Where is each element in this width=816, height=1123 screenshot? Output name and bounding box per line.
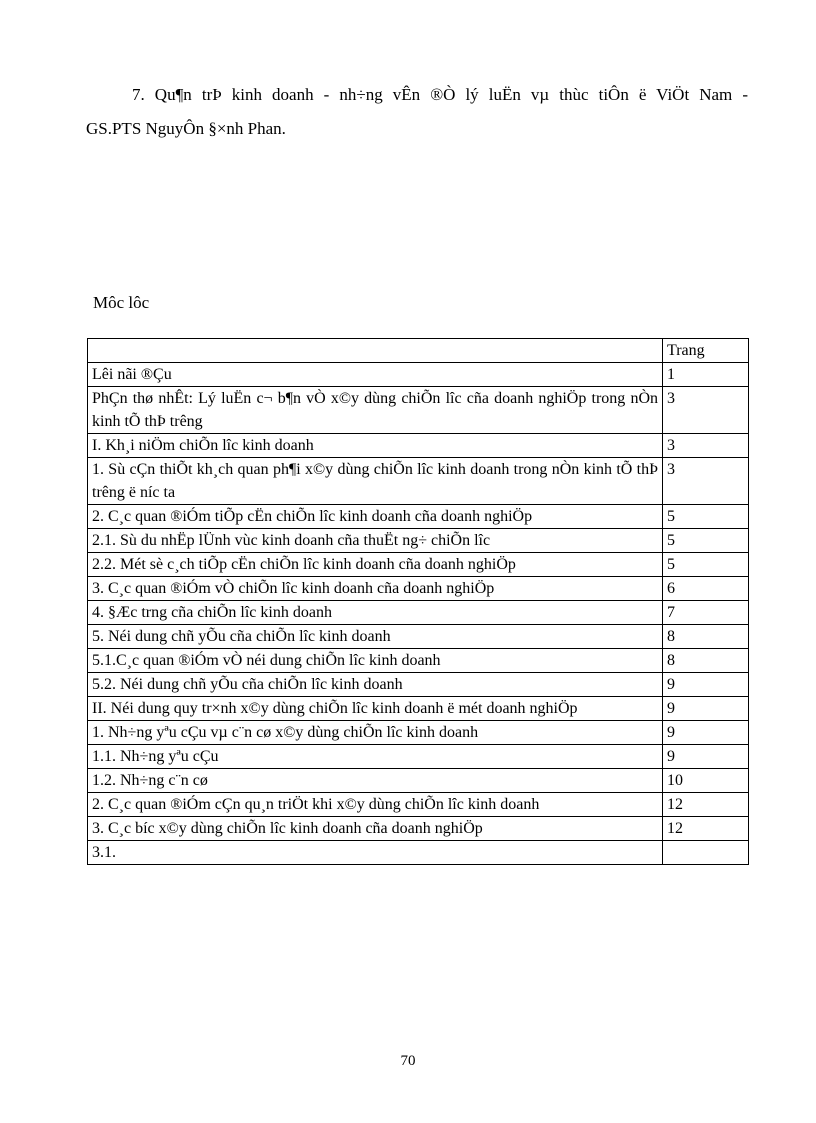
toc-header-blank [88, 339, 663, 363]
toc-row [88, 387, 749, 434]
toc-entry-text: II. Néi dung quy tr×nh x©y dùng chiÕn lîc kinh doanh ë mét doanh nghiÖp [88, 697, 663, 721]
toc-entry-page: 1 [663, 363, 749, 387]
toc-entry-page: 3 [663, 387, 749, 434]
toc-entry-page: 3 [663, 434, 749, 458]
toc-entry-page: 9 [663, 745, 749, 769]
reference-line-1: 7. Qu¶n trÞ kinh doanh - nh÷ng vÊn ®Ò lý luËn vµ thùc tiÔn ë ViÖt Nam - [132, 85, 748, 104]
toc-entry-text: 5.2. Néi dung chñ yÕu cña chiÕn lîc kinh doanh [88, 673, 663, 697]
toc-header-page: Trang [663, 339, 749, 363]
toc-entry-page: 8 [663, 625, 749, 649]
toc-row [88, 697, 749, 721]
toc-entry-text: 1.1. Nh÷ng yªu cÇu [88, 745, 663, 769]
toc-entry-text: 4. §Æc trng cña chiÕn lîc kinh doanh [88, 601, 663, 625]
toc-row [88, 553, 749, 577]
toc-entry-page: 3 [663, 458, 749, 505]
toc-entry-text: 5. Néi dung chñ yÕu cña chiÕn lîc kinh doanh [88, 625, 663, 649]
toc-entry-text: 2.2. Mét sè c¸ch tiÕp cËn chiÕn lîc kinh doanh cña doanh nghiÖp [88, 553, 663, 577]
toc-header-row [88, 339, 749, 363]
toc-row [88, 601, 749, 625]
toc-entry-text: 2. C¸c quan ®iÓm cÇn qu¸n triÖt khi x©y dùng chiÕn lîc kinh doanh [88, 793, 663, 817]
toc-row [88, 817, 749, 841]
toc-row [88, 769, 749, 793]
toc-row [88, 745, 749, 769]
toc-row [88, 434, 749, 458]
toc-row [88, 577, 749, 601]
toc-entry-text: 1. Nh÷ng yªu cÇu vµ c¨n cø x©y dùng chiÕn lîc kinh doanh [88, 721, 663, 745]
toc-entry-page: 5 [663, 505, 749, 529]
toc-entry-page: 6 [663, 577, 749, 601]
toc-entry-page: 12 [663, 793, 749, 817]
toc-entry-page: 8 [663, 649, 749, 673]
toc-row [88, 529, 749, 553]
toc-entry-page: 5 [663, 529, 749, 553]
toc-entry-text: 2.1. Sù du nhËp lÜnh vùc kinh doanh cña thuËt ng÷ chiÕn lîc [88, 529, 663, 553]
toc-entry-page: 5 [663, 553, 749, 577]
toc-entry-text: 3. C¸c quan ®iÓm vÒ chiÕn lîc kinh doanh cña doanh nghiÖp [88, 577, 663, 601]
toc-entry-page: 7 [663, 601, 749, 625]
toc-entry-text: 1.2. Nh÷ng c¨n cø [88, 769, 663, 793]
toc-row [88, 625, 749, 649]
toc-entry-page: 12 [663, 817, 749, 841]
toc-title: Môc lôc [93, 293, 150, 312]
toc-table [87, 338, 749, 865]
toc-entry-page: 9 [663, 697, 749, 721]
toc-row [88, 505, 749, 529]
toc-entry-text: 3. C¸c bíc x©y dùng chiÕn lîc kinh doanh cña doanh nghiÖp [88, 817, 663, 841]
toc-row [88, 721, 749, 745]
toc-entry-page [663, 841, 749, 865]
toc-entry-text: 1. Sù cÇn thiÕt kh¸ch quan ph¶i x©y dùng chiÕn lîc kinh doanh trong nÒn kinh tÕ thÞ trêng ë níc ta [88, 458, 663, 505]
reference-line-2: GS.PTS NguyÔn §×nh Phan. [86, 119, 286, 138]
toc-entry-page: 9 [663, 673, 749, 697]
toc-row [88, 458, 749, 505]
toc-row [88, 793, 749, 817]
toc-row [88, 673, 749, 697]
page-number: 70 [400, 1053, 416, 1069]
toc-entry-text: I. Kh¸i niÖm chiÕn lîc kinh doanh [88, 434, 663, 458]
toc-entry-page: 9 [663, 721, 749, 745]
toc-entry-text: 5.1.C¸c quan ®iÓm vÒ néi dung chiÕn lîc kinh doanh [88, 649, 663, 673]
toc-row [88, 363, 749, 387]
reference-paragraph [86, 78, 748, 146]
toc-entry-text: PhÇn thø nhÊt: Lý luËn c¬ b¶n vÒ x©y dùng chiÕn lîc cña doanh nghiÖp trong nÒn kinh tÕ thÞ trêng [88, 387, 663, 434]
toc-entry-text: 2. C¸c quan ®iÓm tiÕp cËn chiÕn lîc kinh doanh cña doanh nghiÖp [88, 505, 663, 529]
toc-row [88, 841, 749, 865]
toc-row [88, 649, 749, 673]
toc-entry-page: 10 [663, 769, 749, 793]
toc-entry-text: Lêi nãi ®Çu [88, 363, 663, 387]
toc-entry-text: 3.1. [88, 841, 663, 865]
